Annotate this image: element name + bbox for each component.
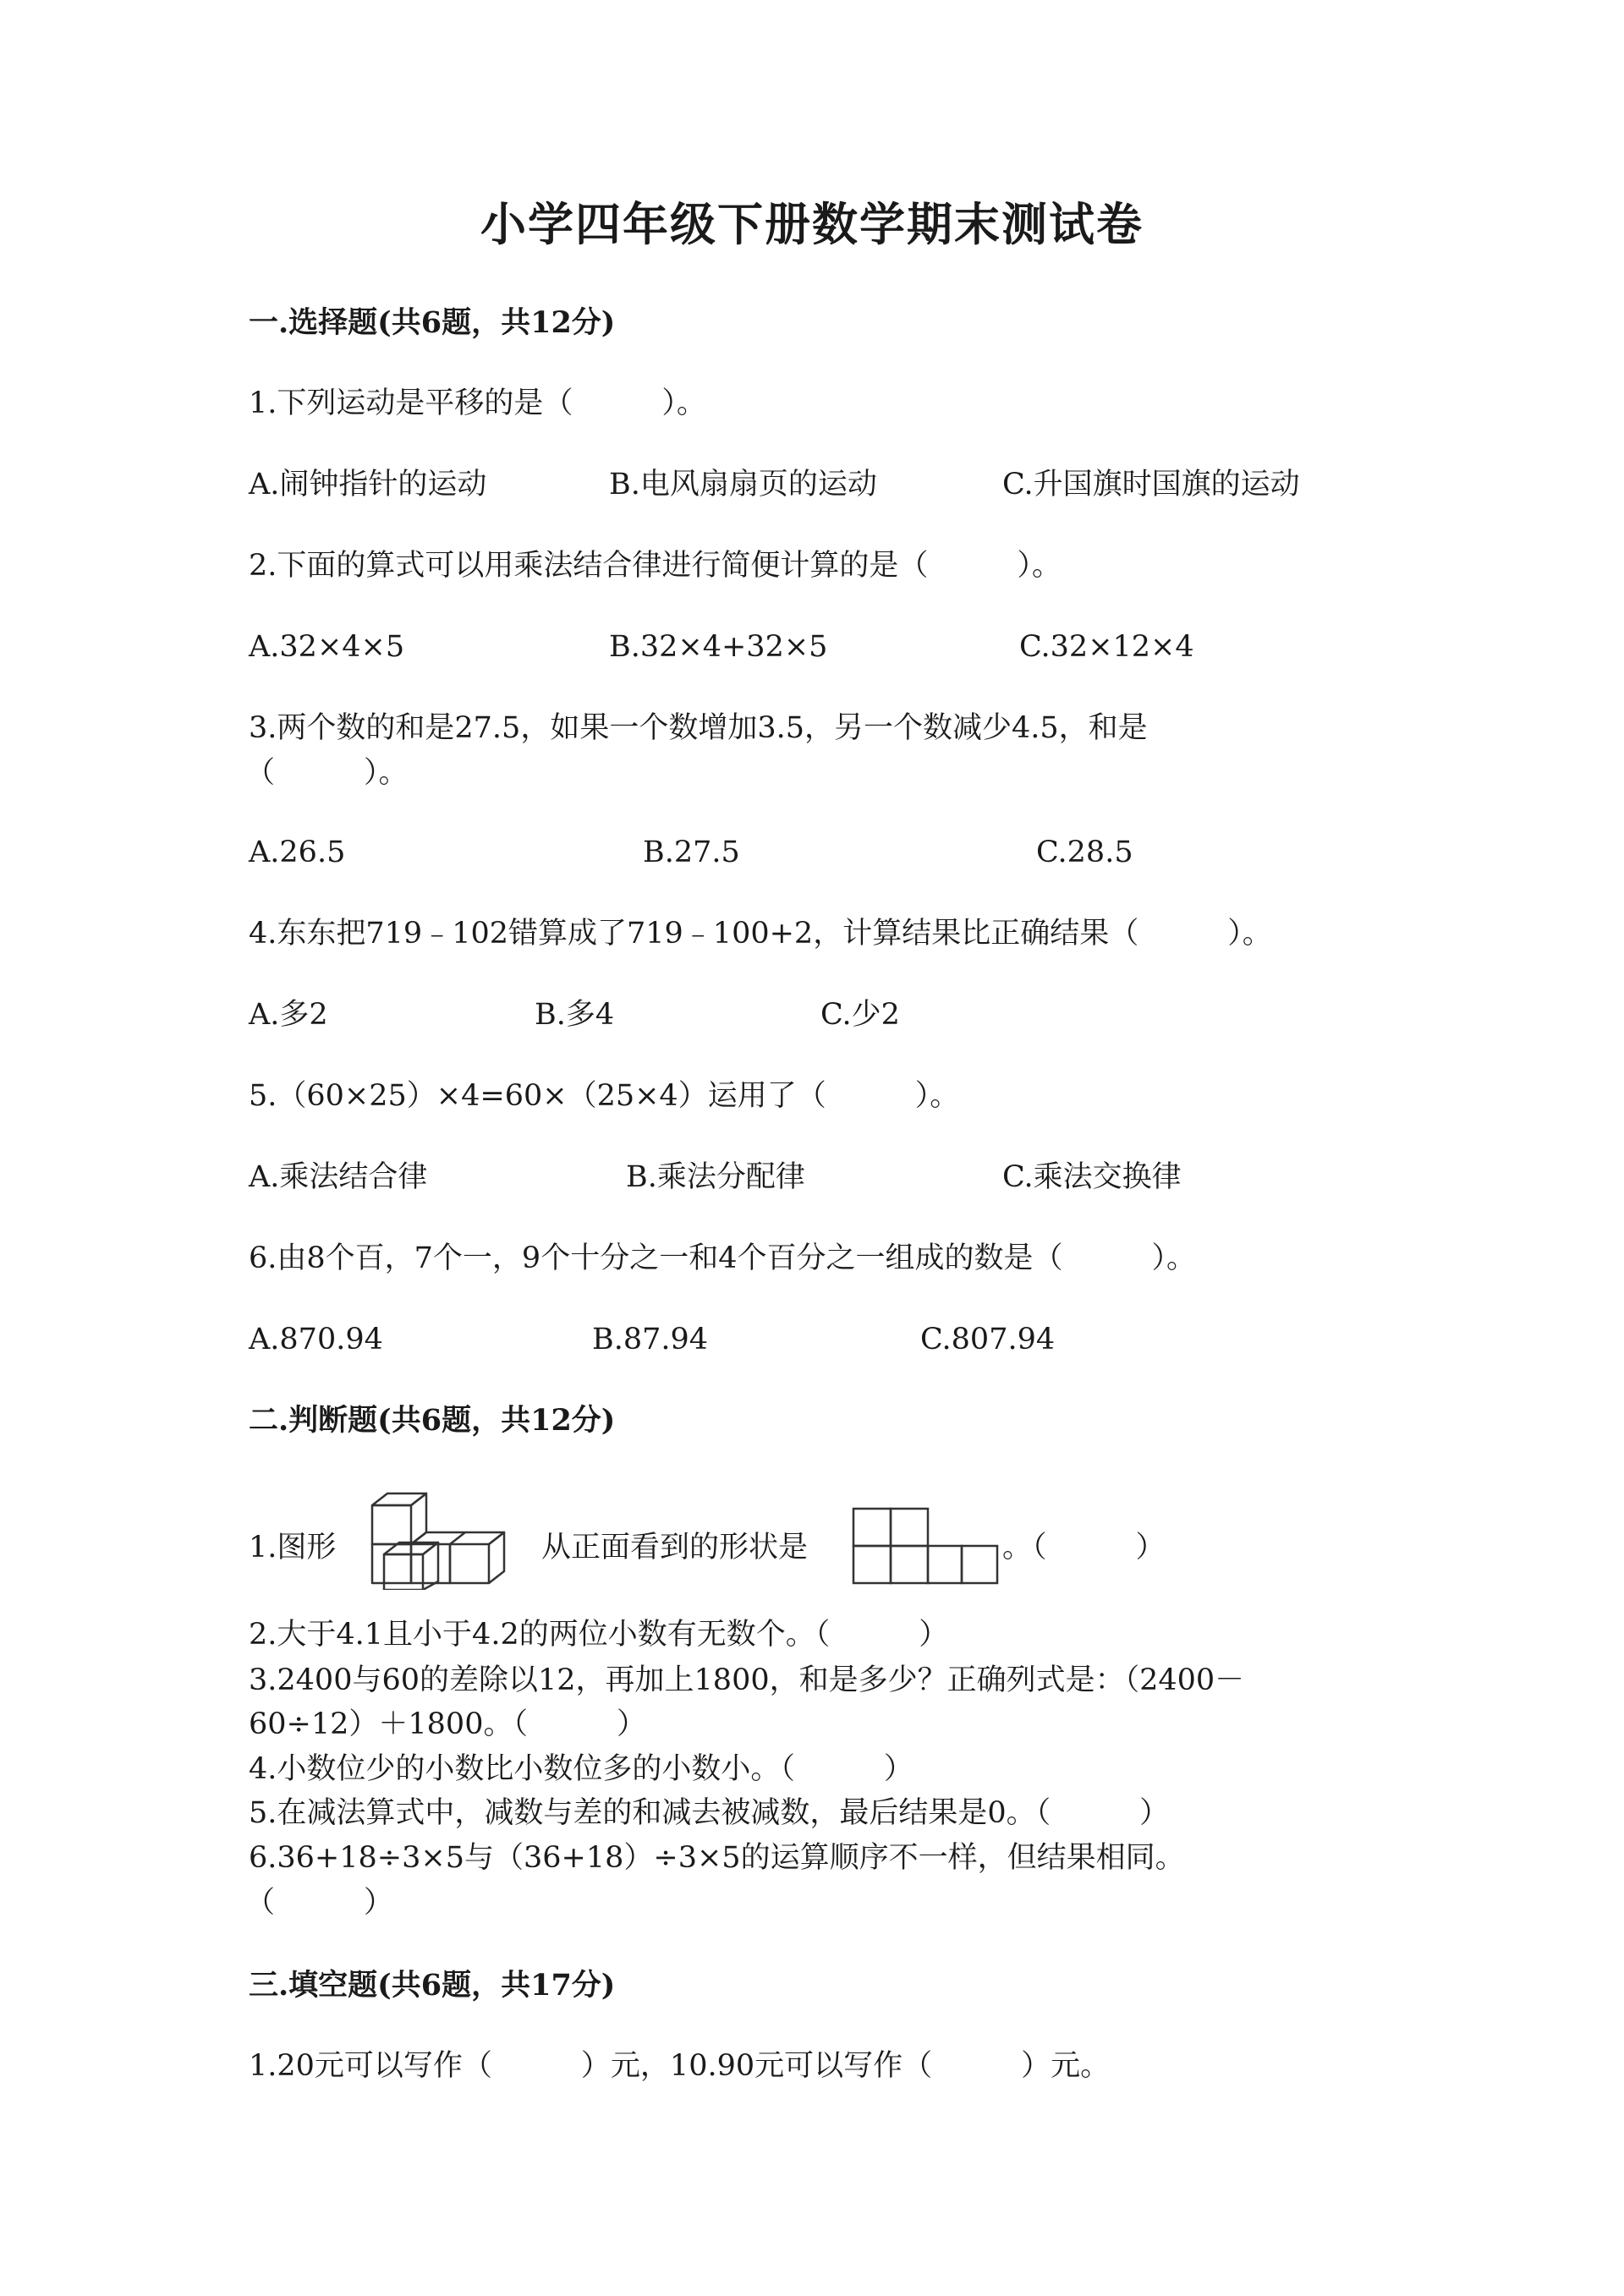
judge-q5: 5.在减法算式中，减数与差的和减去被减数，最后结果是0。（ ） — [249, 1796, 1170, 1830]
section-heading-judgement: 二.判断题(共6题，共12分) — [249, 1403, 616, 1438]
judge-q6-cont: （ ） — [245, 1886, 394, 1920]
choice-q1-option-a: A.闹钟指针的运动 — [249, 468, 487, 501]
choice-q4-option-b: B.多4 — [535, 998, 615, 1032]
choice-q5-option-a: A.乘法结合律 — [249, 1160, 428, 1194]
judge-q1-text-c: 。（ ） — [1002, 1531, 1166, 1564]
fill-q1: 1.20元可以写作（ ）元，10.90元可以写作（ ）元。 — [249, 2049, 1111, 2083]
isometric-cubes-figure-icon — [359, 1490, 524, 1590]
choice-q4-stem: 4.东东把719﹣102错算成了719﹣100+2，计算结果比正确结果（ ）。 — [249, 917, 1272, 951]
choice-q3-option-a: A.26.5 — [249, 836, 346, 869]
choice-q5-option-c: C.乘法交换律 — [1002, 1160, 1182, 1194]
judge-q1-text-a: 1.图形 — [249, 1531, 337, 1564]
choice-q2-option-a: A.32×4×5 — [249, 630, 405, 664]
choice-q6-option-a: A.870.94 — [249, 1323, 383, 1356]
choice-q4-option-c: C.少2 — [820, 998, 900, 1032]
choice-q5-option-b: B.乘法分配律 — [626, 1160, 805, 1194]
choice-q2-option-c: C.32×12×4 — [1019, 630, 1194, 664]
choice-q5-stem: 5.（60×25）×4=60×（25×4）运用了（ ）。 — [249, 1079, 960, 1113]
choice-q6-stem: 6.由8个百，7个一，9个十分之一和4个百分之一组成的数是（ ）。 — [249, 1241, 1196, 1275]
choice-q2-option-b: B.32×4+32×5 — [609, 630, 828, 664]
judge-q6: 6.36+18÷3×5与（36+18）÷3×5的运算顺序不一样，但结果相同。 — [249, 1841, 1185, 1875]
choice-q3-stem: 3.两个数的和是27.5，如果一个数增加3.5，另一个数减少4.5，和是 — [249, 711, 1148, 745]
choice-q4-option-a: A.多2 — [249, 998, 328, 1032]
choice-q2-stem: 2.下面的算式可以用乘法结合律进行简便计算的是（ ）。 — [249, 549, 1062, 583]
front-view-squares-icon — [850, 1505, 1002, 1586]
judge-q2: 2.大于4.1且小于4.2的两位小数有无数个。（ ） — [249, 1618, 949, 1652]
choice-q6-option-c: C.807.94 — [920, 1323, 1056, 1356]
choice-q1-option-c: C.升国旗时国旗的运动 — [1002, 468, 1300, 501]
page-title: 小学四年级下册数学期末测试卷 — [480, 197, 1144, 251]
judge-q3-cont: 60÷12）＋1800。（ ） — [249, 1707, 646, 1741]
choice-q6-option-b: B.87.94 — [592, 1323, 709, 1356]
choice-q3-option-c: C.28.5 — [1036, 836, 1133, 869]
judge-q1-text-b: 从正面看到的形状是 — [541, 1531, 809, 1564]
choice-q1-option-b: B.电风扇扇页的运动 — [609, 468, 877, 501]
choice-q3-option-b: B.27.5 — [643, 836, 740, 869]
choice-q1-stem: 1.下列运动是平移的是（ ）。 — [249, 386, 706, 420]
choice-q3-stem-cont: （ ）。 — [245, 756, 409, 790]
section-heading-choice: 一.选择题(共6题，共12分) — [249, 305, 616, 340]
section-heading-fill: 三.填空题(共6题，共17分) — [249, 1968, 616, 2003]
judge-q4: 4.小数位少的小数比小数位多的小数小。（ ） — [249, 1752, 914, 1786]
judge-q3: 3.2400与60的差除以12，再加上1800，和是多少？正确列式是：（2400－ — [249, 1663, 1245, 1697]
